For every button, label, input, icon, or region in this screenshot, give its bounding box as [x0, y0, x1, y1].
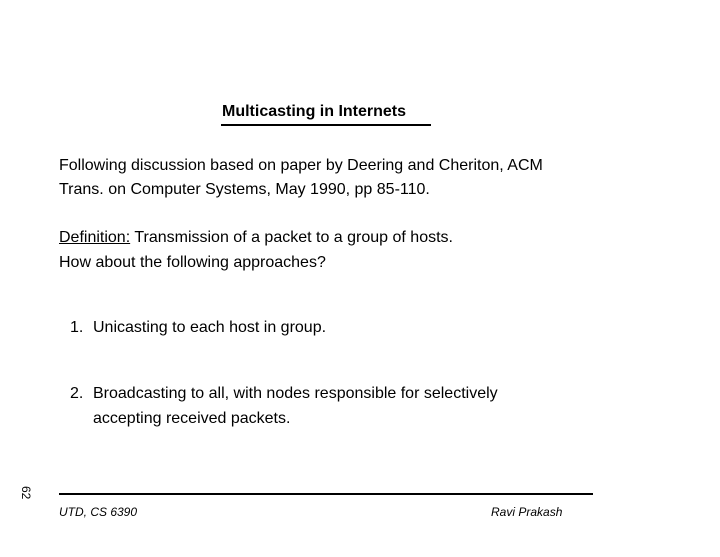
approaches-question: How about the following approaches?: [59, 254, 326, 271]
intro-line-2: Trans. on Computer Systems, May 1990, pp 85-110.: [59, 181, 430, 198]
approach-line: accepting received packets.: [93, 410, 291, 427]
footer-author: Ravi Prakash: [491, 505, 563, 519]
approach-item-2: [70, 381, 498, 431]
approach-line: Unicasting to each host in group.: [93, 319, 327, 336]
footer-rule: [59, 493, 593, 495]
approach-line: Broadcasting to all, with nodes responsible for selectively: [93, 385, 498, 402]
intro-line-1: Following discussion based on paper by Deering and Cheriton, ACM: [59, 157, 543, 174]
definition-text: Transmission of a packet to a group of hosts.: [130, 229, 453, 246]
definition-line: [59, 225, 619, 250]
page-number: 62: [19, 486, 33, 500]
approach-text: [93, 381, 498, 431]
definition-label: Definition:: [59, 229, 131, 246]
approach-item-1: [70, 315, 326, 340]
approach-number: 1.: [70, 319, 84, 336]
title-underline: [221, 124, 431, 126]
approach-number: 2.: [70, 385, 84, 402]
definition-block: [59, 225, 619, 275]
intro-paragraph: [59, 154, 619, 202]
footer-course: UTD, CS 6390: [59, 505, 138, 519]
slide-title: Multicasting in Internets: [222, 103, 407, 120]
approach-text: [93, 315, 326, 340]
